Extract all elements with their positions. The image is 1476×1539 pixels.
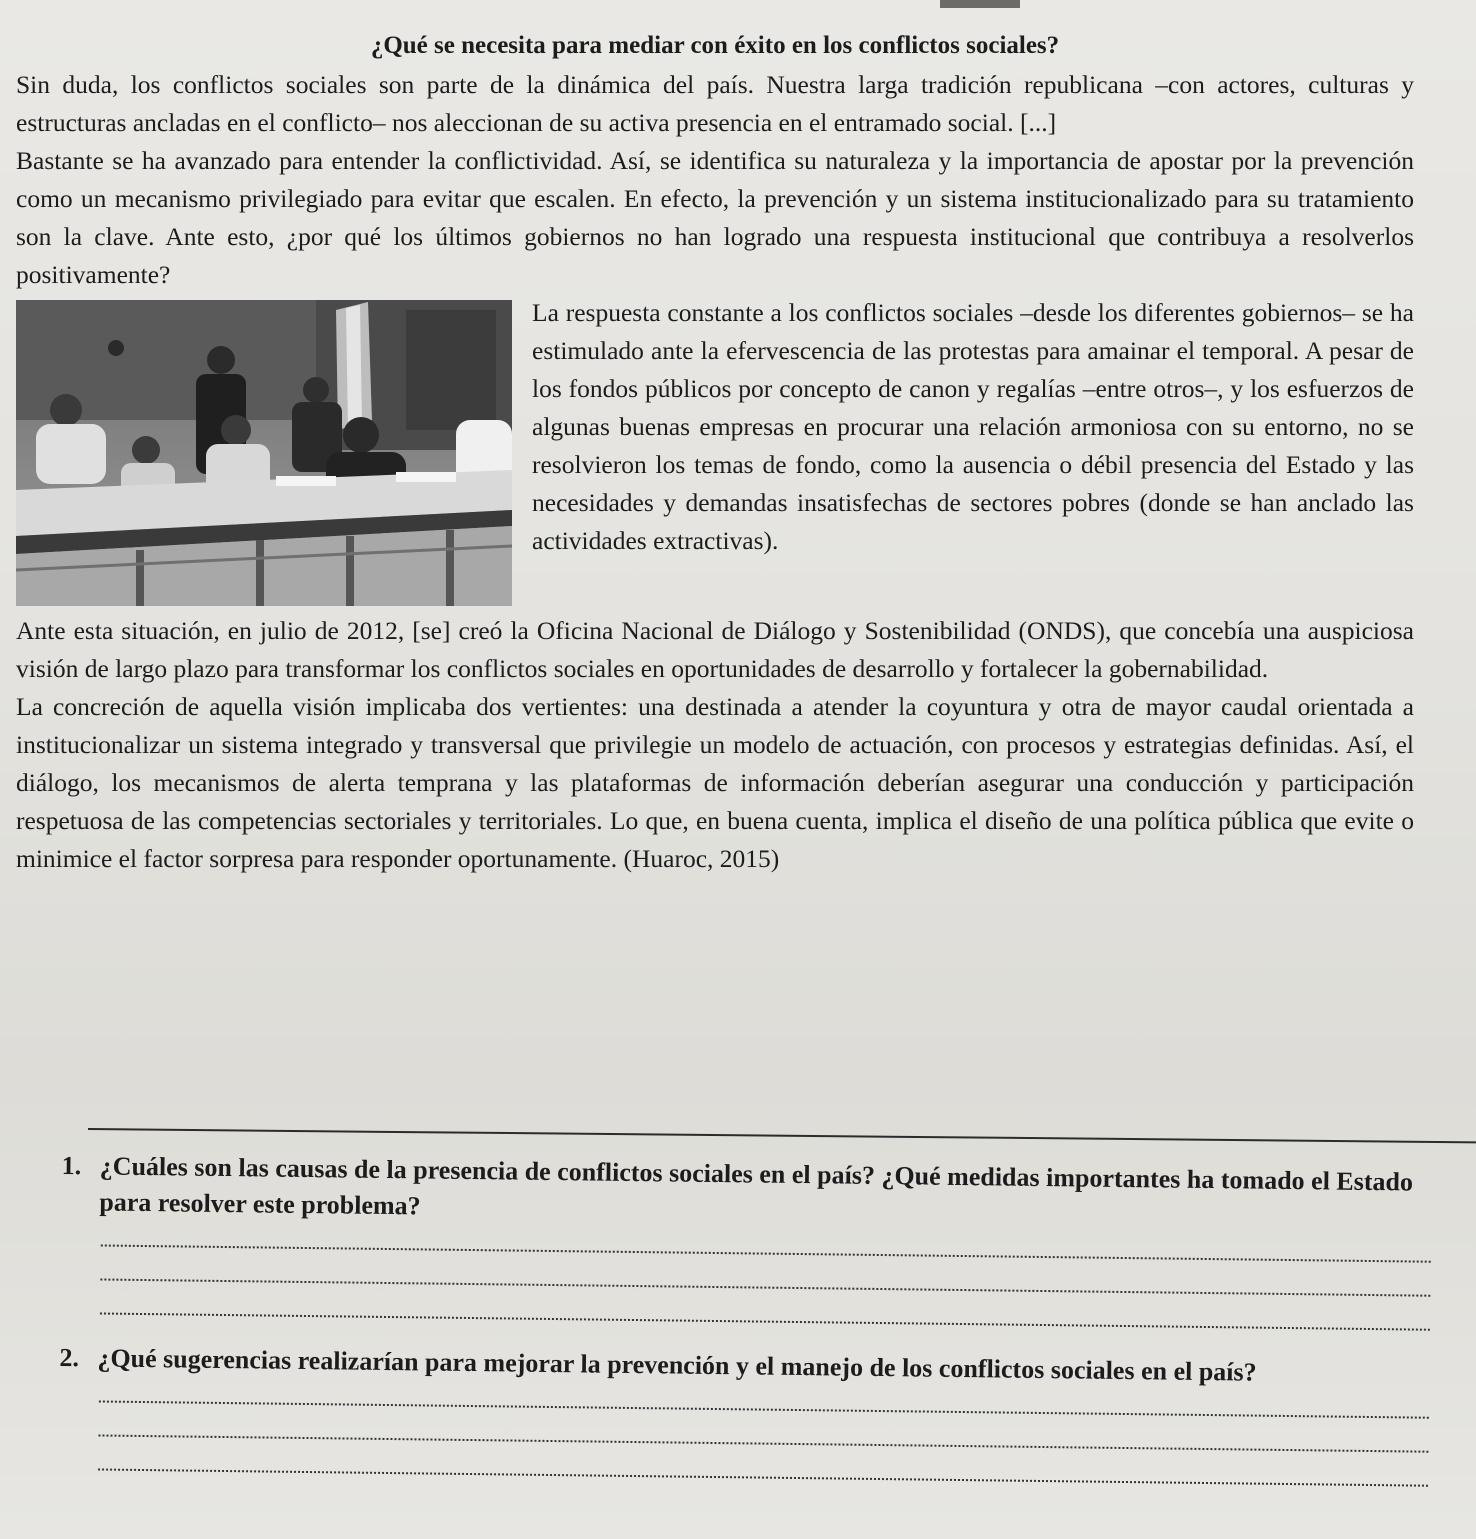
- answer-line[interactable]: [100, 1312, 1430, 1330]
- question-2: [59, 1340, 1459, 1393]
- question-block-1: [60, 1148, 1462, 1331]
- paragraph-3: La respuesta constante a los conflictos sociales –desde los diferentes gobiernos– se ha estimulado ante la efervescencia de las protestas para amainar el temporal. A pesar de los fondos públicos por concepto de canon y regalías –entre otros–, y los esfuerzos de algunas buenas empresas en procurar una relación armoniosa con su entorno, no se resolvieron los temas de fondo, como la ausencia o débil presencia del Estado y las necesidades y demandas insatisfechas de sectores pobres (donde se han anclado las actividades extractivas).: [532, 298, 1414, 555]
- answer-line[interactable]: [100, 1278, 1430, 1296]
- answer-line[interactable]: [99, 1400, 1429, 1418]
- question-1: [61, 1148, 1462, 1237]
- page-smudge: [940, 0, 1020, 8]
- question-2-text: ¿Qué sugerencias realizarían para mejorar la prevención y el manejo de los conflictos sociales en el país?: [97, 1343, 1257, 1387]
- question-1-text: ¿Cuáles son las causas de la presencia de conflictos sociales en el país? ¿Qué medidas importantes ha tomado el Estado para resolver este problema?: [99, 1151, 1414, 1221]
- question-2-number: 2.: [59, 1342, 80, 1373]
- meeting-photo: [16, 300, 512, 606]
- answer-line[interactable]: [101, 1244, 1431, 1262]
- question-block-2: [58, 1340, 1459, 1487]
- answer-line[interactable]: [98, 1468, 1428, 1486]
- meeting-photo-illustration: [16, 300, 512, 606]
- paragraph-4: Ante esta situación, en julio de 2012, [se] creó la Oficina Nacional de Diálogo y Sostenibilidad (ONDS), que concebía una auspiciosa visión de largo plazo para transformar los conflictos sociales en oportunidades de desarrollo y fortalecer la gobernabilidad.: [16, 616, 1414, 683]
- section-separator: [88, 1128, 1476, 1143]
- question-1-number: 1.: [61, 1150, 82, 1181]
- paragraph-5: La concreción de aquella visión implicaba dos vertientes: una destinada a atender la coyuntura y otra de mayor caudal orientada a institucionalizar un sistema integrado y transversal que privilegie un modelo de actuación, con procesos y estrategias definidas. Así, el diálogo, los mecanismos de alerta temprana y las plataformas de información deberían asegurar una conducción y participación respetuosa de las competencias sectoriales y territoriales. Lo que, en buena cuenta, implica el diseño de una política pública que evite o minimice el factor sorpresa para responder oportunamente. (Huaroc, 2015): [16, 692, 1414, 873]
- questions-section: [58, 1148, 1462, 1487]
- answer-line[interactable]: [98, 1434, 1428, 1452]
- article: [16, 28, 1414, 878]
- article-title: ¿Qué se necesita para mediar con éxito en los conflictos sociales?: [370, 32, 1060, 59]
- paragraph-2: Bastante se ha avanzado para entender la conflictividad. Así, se identifica su naturaleza y la importancia de apostar por la prevención como un mecanismo privilegiado para evitar que escalen. En efecto, la prevención y un sistema institucionalizado para su tratamiento son la clave. Ante esto, ¿por qué los últimos gobiernos no han logrado una respuesta institucional que contribuya a resolverlos positivamente?: [16, 146, 1414, 289]
- paragraph-1: Sin duda, los conflictos sociales son parte de la dinámica del país. Nuestra larga tradición republicana –con actores, culturas y estructuras ancladas en el conflicto– nos aleccionan de su activa presencia en el entramado social. [...]: [16, 70, 1414, 137]
